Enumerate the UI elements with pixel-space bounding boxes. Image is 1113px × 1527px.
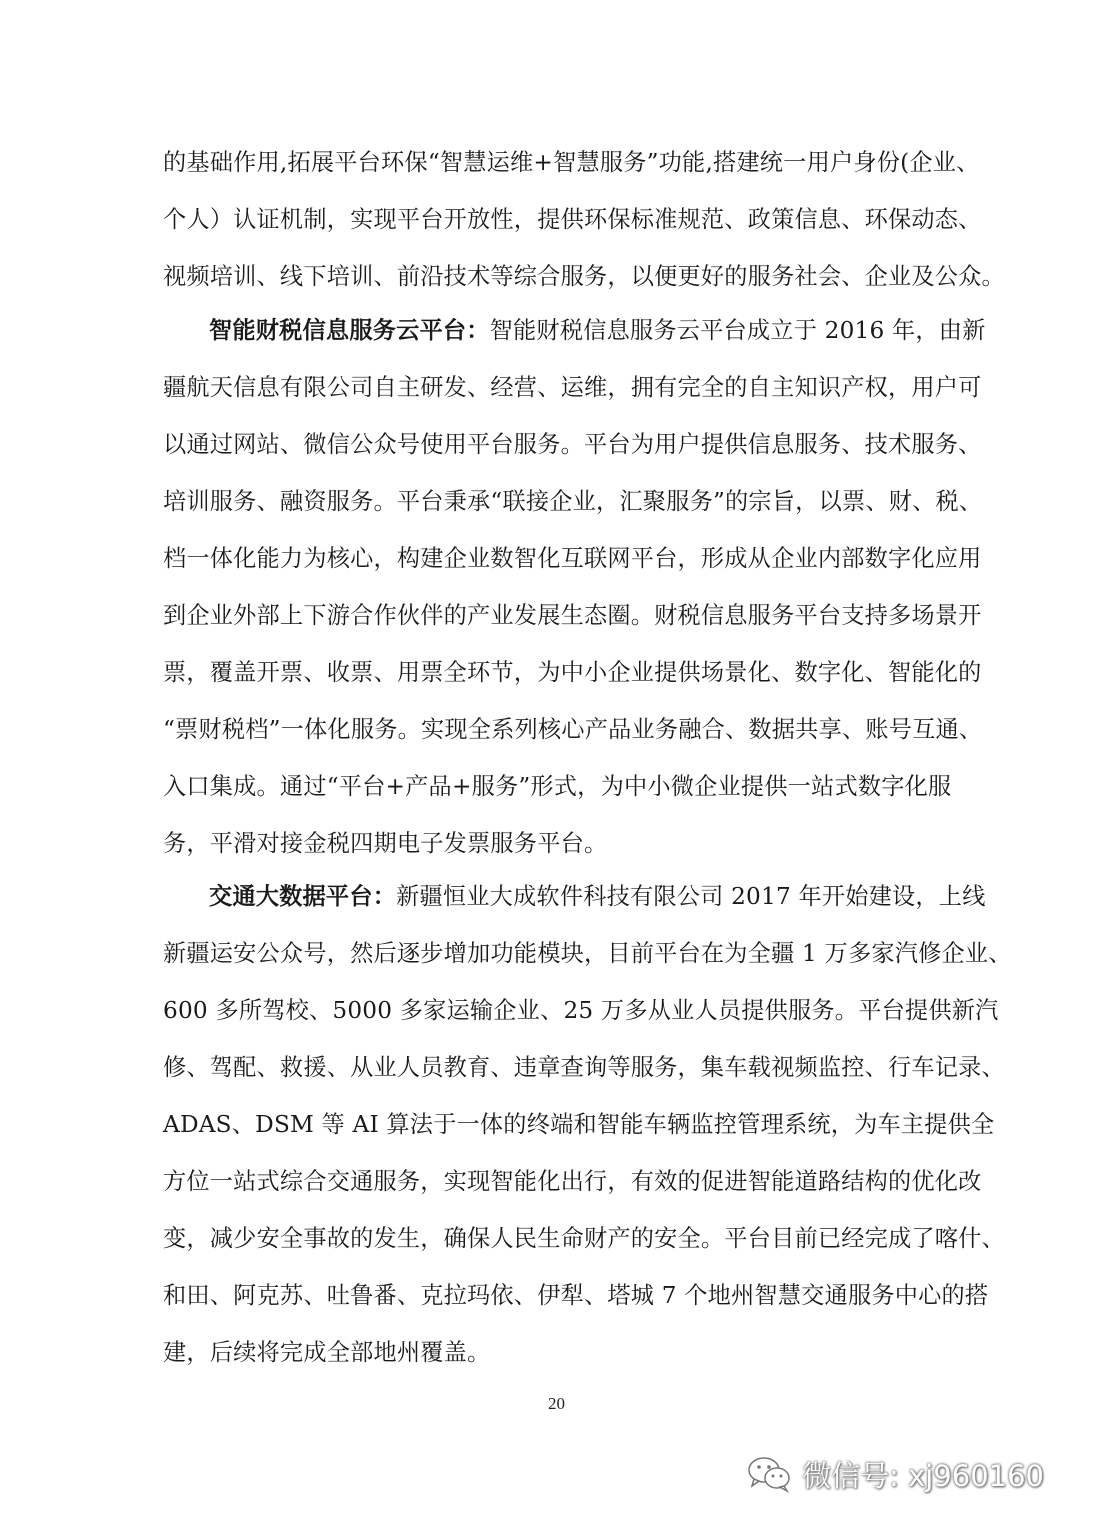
paragraph-line: 疆航天信息有限公司自主研发、经营、运维，拥有完全的自主知识产权，用户可 — [163, 374, 982, 401]
paragraph-first-line — [163, 302, 986, 359]
paragraph-line: 和田、阿克苏、吐鲁番、克拉玛依、伊犁、塔城 7 个地州智慧交通服务中心的搭 — [163, 1282, 989, 1309]
paragraph-line: 新疆运安公众号，然后逐步增加功能模块，目前平台在为全疆 1 万多家汽修企业、 — [163, 940, 1012, 967]
paragraph-line: 入口集成。通过“平台+产品+服务”形式，为中小微企业提供一站式数字化服 — [163, 773, 952, 800]
paragraph-line: “票财税档”一体化服务。实现全系列核心产品业务融合、数据共享、账号互通、 — [163, 716, 983, 743]
paragraph-first-line — [163, 868, 986, 925]
page-number: 20 — [548, 1394, 565, 1413]
paragraph-line: 600 多所驾校、5000 多家运输企业、25 万多从业人员提供服务。平台提供新汽 — [163, 997, 999, 1024]
paragraph-line: 方位一站式综合交通服务，实现智能化出行，有效的促进智能道路结构的优化改 — [163, 1168, 982, 1195]
wechat-watermark — [746, 1452, 1044, 1496]
paragraph-line: 修、驾配、救援、从业人员教育、违章查询等服务，集车载视频监控、行车记录、 — [163, 1054, 1005, 1081]
section-title: 智能财税信息服务云平台： — [209, 317, 490, 344]
paragraph-line: 到企业外部上下游合作伙伴的产业发展生态圈。财税信息服务平台支持多场景开 — [163, 602, 982, 629]
paragraph-line: 视频培训、线下培训、前沿技术等综合服务，以便更好的服务社会、企业及公众。 — [163, 263, 1005, 290]
watermark-text: 微信号: xj960160 — [802, 1458, 1044, 1493]
paragraph-traffic-platform — [163, 868, 1012, 1381]
wechat-icon — [746, 1455, 792, 1493]
paragraph-line: 务，平滑对接金税四期电子发票服务平台。 — [163, 830, 608, 857]
paragraph-line: 票，覆盖开票、收票、用票全环节，为中小企业提供场景化、数字化、智能化的 — [163, 659, 982, 686]
paragraph-line: 个人）认证机制，实现平台开放性，提供环保标准规范、政策信息、环保动态、 — [163, 206, 982, 233]
paragraph-line: 档一体化能力为核心，构建企业数智化互联网平台，形成从企业内部数字化应用 — [163, 545, 982, 572]
paragraph-line: 以通过网站、微信公众号使用平台服务。平台为用户提供信息服务、技术服务、 — [163, 431, 982, 458]
paragraph-finance-tax-platform — [163, 302, 986, 872]
paragraph-text: 新疆恒业大成软件科技有限公司 2017 年开始建设，上线 — [396, 883, 986, 910]
paragraph-line: 变，减少安全事故的发生，确保人民生命财产的安全。平台目前已经完成了喀什、 — [163, 1225, 1005, 1252]
paragraph-text: 智能财税信息服务云平台成立于 2016 年，由新 — [489, 317, 986, 344]
paragraph-line: 培训服务、融资服务。平台秉承“联接企业，汇聚服务”的宗旨，以票、财、税、 — [163, 488, 983, 515]
paragraph-environmental-platform — [163, 134, 1005, 305]
section-title: 交通大数据平台： — [209, 883, 397, 910]
paragraph-line: 建，后续将完成全部地州覆盖。 — [163, 1339, 491, 1366]
paragraph-line: 的基础作用,拓展平台环保“智慧运维+智慧服务”功能,搭建统一用户身份(企业、 — [163, 149, 980, 176]
paragraph-line: ADAS、DSM 等 AI 算法于一体的终端和智能车辆监控管理系统，为车主提供全 — [163, 1111, 995, 1138]
